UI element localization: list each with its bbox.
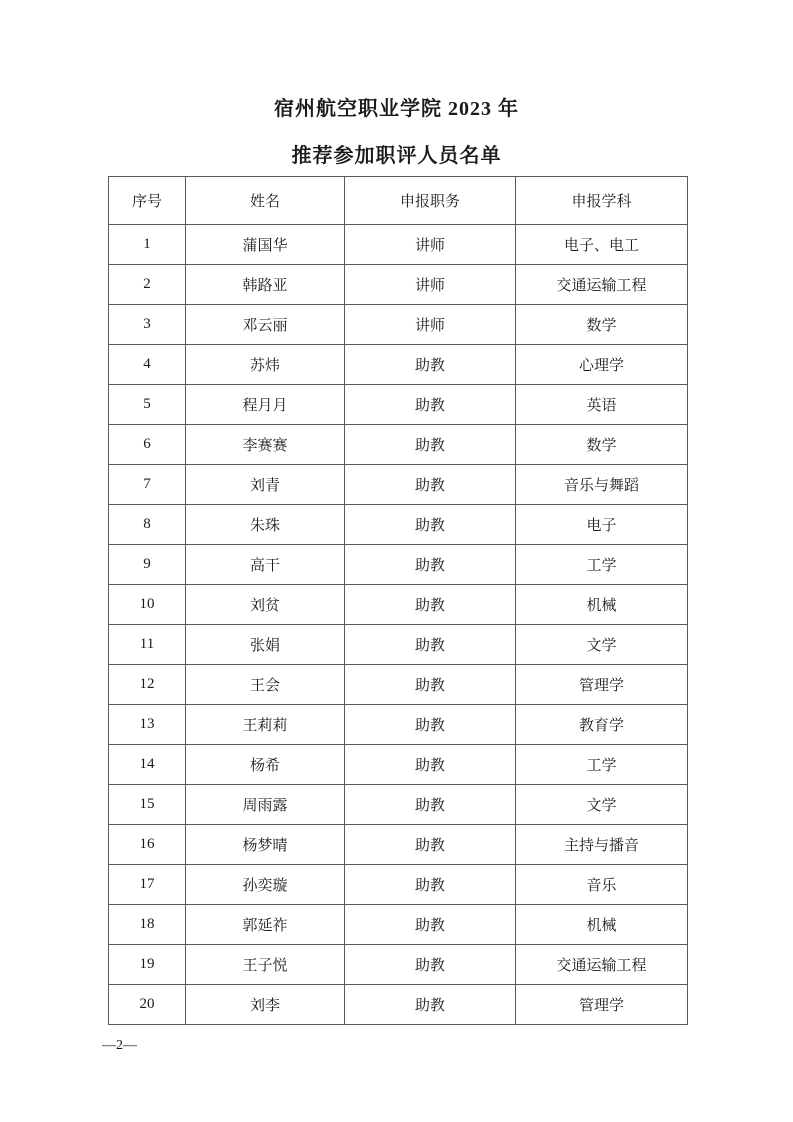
table-row — [109, 785, 688, 825]
table-cell: 数学 — [516, 305, 688, 345]
table-cell: 助教 — [345, 465, 516, 505]
table-cell: 刘李 — [186, 985, 345, 1025]
table-cell: 工学 — [516, 745, 688, 785]
table-cell: 张娟 — [186, 625, 345, 665]
table-cell: 韩路亚 — [186, 265, 345, 305]
table-cell: 19 — [109, 945, 186, 985]
table-cell: 讲师 — [345, 265, 516, 305]
table-cell: 助教 — [345, 705, 516, 745]
table-cell: 1 — [109, 225, 186, 265]
table-cell: 机械 — [516, 905, 688, 945]
table-cell: 程月月 — [186, 385, 345, 425]
table-cell: 4 — [109, 345, 186, 385]
table-cell: 英语 — [516, 385, 688, 425]
table-cell: 助教 — [345, 905, 516, 945]
doc-title-line1: 宿州航空职业学院 2023 年 — [274, 98, 519, 120]
table-cell: 交通运输工程 — [516, 265, 688, 305]
table-cell: 11 — [109, 625, 186, 665]
table-cell: 助教 — [345, 505, 516, 545]
table-cell: 音乐 — [516, 865, 688, 905]
table-cell: 邓云丽 — [186, 305, 345, 345]
table-cell: 朱珠 — [186, 505, 345, 545]
table-cell: 9 — [109, 545, 186, 585]
page-number: —2— — [102, 1038, 137, 1053]
table-cell: 高干 — [186, 545, 345, 585]
table-cell: 助教 — [345, 945, 516, 985]
table-row — [109, 705, 688, 745]
table-cell: 文学 — [516, 785, 688, 825]
table-cell: 助教 — [345, 985, 516, 1025]
table-row — [109, 665, 688, 705]
table-cell: 3 — [109, 305, 186, 345]
roster-table — [108, 176, 688, 1025]
table-cell: 交通运输工程 — [516, 945, 688, 985]
table-cell: 心理学 — [516, 345, 688, 385]
table-cell: 助教 — [345, 425, 516, 465]
table-cell: 6 — [109, 425, 186, 465]
table-cell: 周雨露 — [186, 785, 345, 825]
table-cell: 8 — [109, 505, 186, 545]
table-cell: 助教 — [345, 385, 516, 425]
column-header: 序号 — [109, 177, 186, 225]
table-cell: 教育学 — [516, 705, 688, 745]
table-cell: 刘贫 — [186, 585, 345, 625]
table-cell: 12 — [109, 665, 186, 705]
table-cell: 孙奕璇 — [186, 865, 345, 905]
column-header: 姓名 — [186, 177, 345, 225]
table-row — [109, 865, 688, 905]
table-row — [109, 545, 688, 585]
table-cell: 助教 — [345, 345, 516, 385]
table-row — [109, 465, 688, 505]
table-cell: 助教 — [345, 545, 516, 585]
table-cell: 工学 — [516, 545, 688, 585]
table-row — [109, 985, 688, 1025]
table-cell: 杨梦晴 — [186, 825, 345, 865]
table-cell: 18 — [109, 905, 186, 945]
table-row — [109, 585, 688, 625]
roster-table-body — [109, 225, 688, 1025]
table-row — [109, 825, 688, 865]
table-cell: 主持与播音 — [516, 825, 688, 865]
table-cell: 机械 — [516, 585, 688, 625]
table-cell: 2 — [109, 265, 186, 305]
table-row — [109, 345, 688, 385]
table-cell: 14 — [109, 745, 186, 785]
table-row — [109, 945, 688, 985]
table-cell: 助教 — [345, 785, 516, 825]
doc-title-line2: 推荐参加职评人员名单 — [291, 145, 502, 167]
table-cell: 助教 — [345, 625, 516, 665]
table-cell: 王子悦 — [186, 945, 345, 985]
table-row — [109, 265, 688, 305]
table-cell: 苏炜 — [186, 345, 345, 385]
table-cell: 电子、电工 — [516, 225, 688, 265]
table-cell: 助教 — [345, 585, 516, 625]
table-row — [109, 225, 688, 265]
table-cell: 杨希 — [186, 745, 345, 785]
table-cell: 5 — [109, 385, 186, 425]
table-cell: 王会 — [186, 665, 345, 705]
table-cell: 数学 — [516, 425, 688, 465]
table-cell: 管理学 — [516, 665, 688, 705]
table-cell: 李赛赛 — [186, 425, 345, 465]
table-cell: 讲师 — [345, 305, 516, 345]
table-row — [109, 385, 688, 425]
table-cell: 电子 — [516, 505, 688, 545]
table-cell: 20 — [109, 985, 186, 1025]
table-row — [109, 745, 688, 785]
table-row — [109, 905, 688, 945]
roster-table-head-row — [109, 177, 688, 225]
table-cell: 刘青 — [186, 465, 345, 505]
table-cell: 蒲国华 — [186, 225, 345, 265]
table-cell: 7 — [109, 465, 186, 505]
column-header: 申报职务 — [345, 177, 516, 225]
table-cell: 10 — [109, 585, 186, 625]
table-cell: 15 — [109, 785, 186, 825]
table-cell: 助教 — [345, 665, 516, 705]
table-row — [109, 425, 688, 465]
table-row — [109, 505, 688, 545]
table-cell: 助教 — [345, 745, 516, 785]
table-cell: 文学 — [516, 625, 688, 665]
table-cell: 讲师 — [345, 225, 516, 265]
column-header: 申报学科 — [516, 177, 688, 225]
table-cell: 16 — [109, 825, 186, 865]
table-cell: 17 — [109, 865, 186, 905]
table-cell: 助教 — [345, 865, 516, 905]
table-row — [109, 305, 688, 345]
table-cell: 管理学 — [516, 985, 688, 1025]
table-row — [109, 625, 688, 665]
table-cell: 13 — [109, 705, 186, 745]
table-cell: 助教 — [345, 825, 516, 865]
table-cell: 郭延祚 — [186, 905, 345, 945]
table-cell: 王莉莉 — [186, 705, 345, 745]
table-cell: 音乐与舞蹈 — [516, 465, 688, 505]
